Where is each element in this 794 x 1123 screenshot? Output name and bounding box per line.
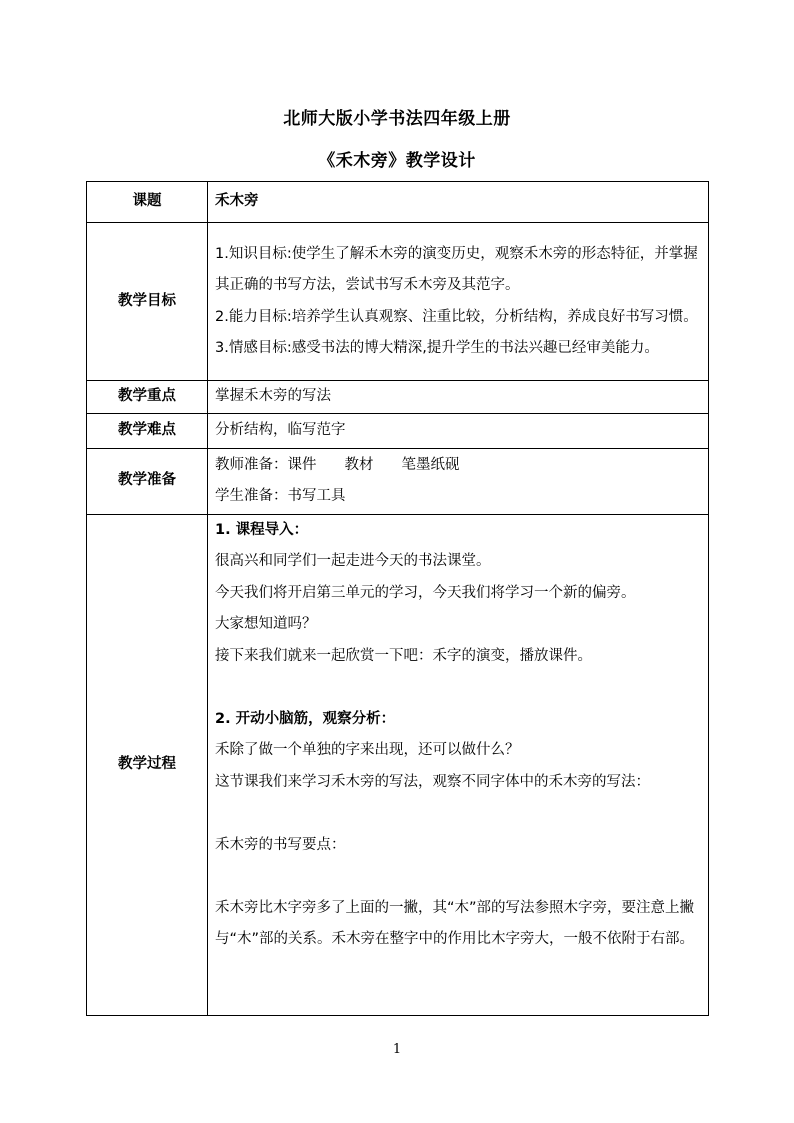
row-preparation — [87, 448, 709, 514]
section1-line-4: 接下来我们就来一起欣赏一下吧：禾字的演变，播放课件。 — [215, 647, 592, 664]
label-difficulty: 教学难点 — [87, 413, 208, 448]
student-preparation: 学生准备：书写工具 — [215, 488, 346, 504]
row-difficulty — [87, 413, 709, 448]
value-objectives — [208, 223, 709, 381]
section2-heading: 2. 开动小脑筋，观察分析： — [215, 710, 396, 727]
objective-item-2: 2.能力目标:培养学生认真观察、注重比较，分析结构，养成良好书写习惯。 — [215, 308, 698, 325]
section2-line-2: 这节课我们来学习禾木旁的写法，观察不同字体中的禾木旁的写法： — [215, 773, 650, 790]
teacher-prep-item2: 教材 — [344, 456, 374, 473]
value-topic: 禾木旁 — [208, 182, 709, 223]
document-title: 北师大版小学书法四年级上册 — [283, 109, 511, 129]
teacher-preparation — [215, 450, 704, 482]
row-topic — [87, 182, 709, 223]
lesson-plan-table — [86, 181, 709, 1016]
writing-points-text: 禾木旁比木字旁多了上面的一撇，其“木”部的写法参照木字旁，要注意上撇与“木”部的关系。禾木旁在整字中的作用比木字旁大，一般不依附于右部。 — [215, 899, 695, 947]
section2-line-1: 禾除了做一个单独的字来出现，还可以做什么？ — [215, 742, 520, 758]
label-preparation: 教学准备 — [87, 448, 208, 514]
section1-line-3: 大家想知道吗？ — [215, 616, 317, 632]
objective-item-3: 3.情感目标:感受书法的博大精深,提升学生的书法兴趣已经审美能力。 — [215, 340, 659, 356]
section1-line-2: 今天我们将开启第三单元的学习，今天我们将学习一个新的偏旁。 — [215, 584, 636, 601]
page-number: 1 — [392, 1042, 402, 1057]
section1-heading: 1. 课程导入： — [215, 521, 309, 538]
teacher-prep-prefix: 教师准备：课件 — [215, 456, 317, 473]
label-process: 教学过程 — [87, 514, 208, 1015]
document-subtitle: 《禾木旁》教学设计 — [318, 151, 476, 171]
section1-line-1: 很高兴和同学们一起走进今天的书法课堂。 — [215, 553, 491, 569]
value-process — [208, 514, 709, 1015]
row-objectives — [87, 223, 709, 381]
label-objectives: 教学目标 — [87, 223, 208, 381]
objective-item-1: 1.知识目标:使学生了解禾木旁的演变历史，观察禾木旁的形态特征，并掌握其正确的书写方法，尝试书写禾木旁及其范字。 — [215, 245, 698, 293]
value-difficulty: 分析结构，临写范字 — [208, 413, 709, 448]
row-process — [87, 514, 709, 1015]
value-preparation — [208, 448, 709, 514]
writing-points-heading: 禾木旁的书写要点： — [215, 836, 346, 853]
teacher-prep-item3: 笔墨纸砚 — [401, 456, 460, 473]
row-key-point — [87, 381, 709, 414]
value-key-point: 掌握禾木旁的写法 — [208, 381, 709, 414]
label-key-point: 教学重点 — [87, 381, 208, 414]
label-topic: 课题 — [87, 182, 208, 223]
